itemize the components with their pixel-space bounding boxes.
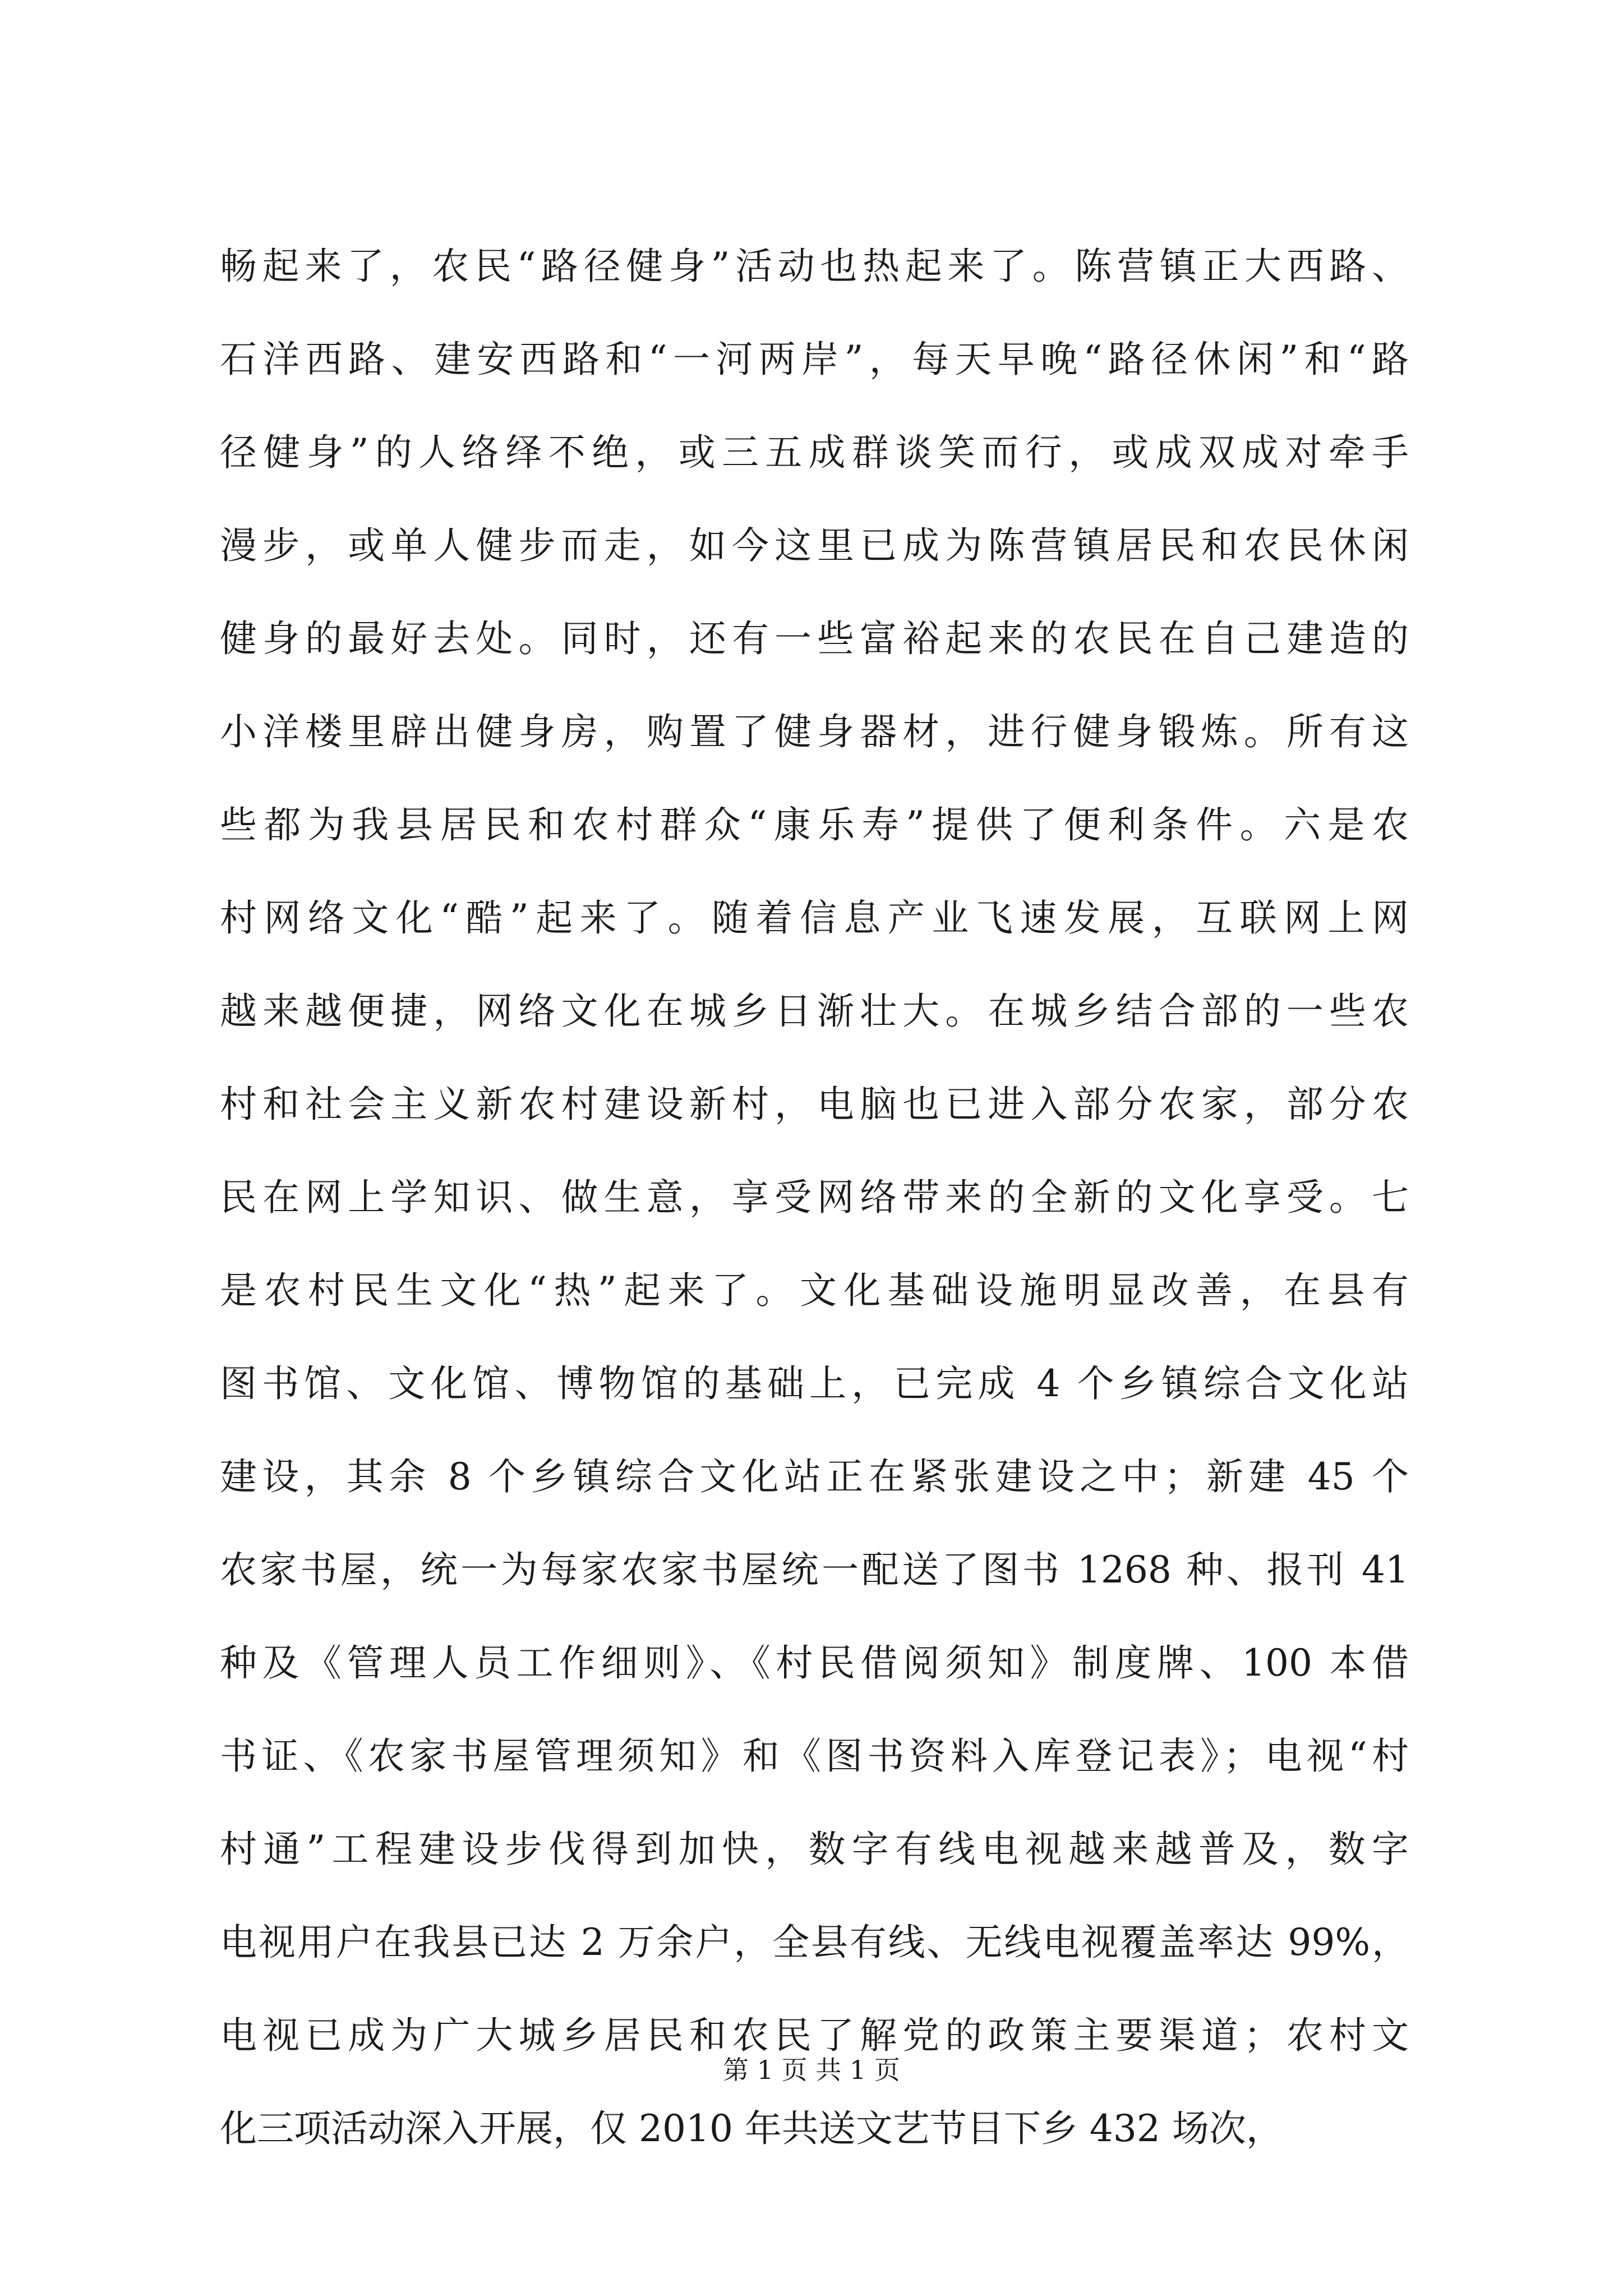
text-line-6: 小洋楼里辟出健身房，购置了健身器材，进行健身锻炼。所有这 [220, 710, 1409, 753]
text-line-4: 漫步，或单人健步而走，如今这里已成为陈营镇居民和农民休闲 [220, 524, 1409, 567]
text-line-21: 化三项活动深入开展，仅 2010 年共送文艺节目下乡 432 场次， [220, 2107, 1283, 2150]
text-line-13: 图书馆、文化馆、博物馆的基础上，已完成 4 个乡镇综合文化站 [220, 1362, 1409, 1405]
text-line-12: 是农村民生文化“热”起来了。文化基础设施明显改善，在县有 [220, 1269, 1409, 1312]
text-line-10: 村和社会主义新农村建设新村，电脑也已进入部分农家，部分农 [220, 1083, 1409, 1126]
text-line-15: 农家书屋，统一为每家农家书屋统一配送了图书 1268 种、报刊 41 [220, 1548, 1409, 1591]
text-line-16: 种及《管理人员工作细则》、《村民借阅须知》制度牌、100 本借 [220, 1641, 1409, 1685]
body-text [220, 220, 1409, 2175]
text-line-7: 些都为我县居民和农村群众“康乐寿”提供了便利条件。六是农 [220, 803, 1409, 846]
text-line-1: 畅起来了，农民“路径健身”活动也热起来了。陈营镇正大西路、 [220, 245, 1409, 288]
text-line-19: 电视用户在我县已达 2 万余户，全县有线、无线电视覆盖率达 99%， [220, 1921, 1409, 1964]
text-line-17: 书证、《农家书屋管理须知》和《图书资料入库登记表》；电视“村 [220, 1734, 1409, 1778]
text-line-3: 径健身”的人络绎不绝，或三五成群谈笑而行，或成双成对牵手 [220, 431, 1409, 474]
page-footer: 第 1 页 共 1 页 [723, 2055, 900, 2085]
text-line-11: 民在网上学知识、做生意，享受网络带来的全新的文化享受。七 [220, 1176, 1409, 1219]
text-line-14: 建设，其余 8 个乡镇综合文化站正在紧张建设之中；新建 45 个 [220, 1455, 1409, 1498]
text-line-2: 石洋西路、建安西路和“一河两岸”，每天早晚“路径休闲”和“路 [220, 338, 1409, 381]
text-line-18: 村通”工程建设步伐得到加快，数字有线电视越来越普及，数字 [220, 1828, 1409, 1871]
text-line-8: 村网络文化“酷”起来了。随着信息产业飞速发展，互联网上网 [220, 896, 1409, 940]
text-line-5: 健身的最好去处。同时，还有一些富裕起来的农民在自己建造的 [220, 617, 1409, 660]
text-line-9: 越来越便捷，网络文化在城乡日渐壮大。在城乡结合部的一些农 [220, 990, 1409, 1033]
text-line-20: 电视已成为广大城乡居民和农民了解党的政策主要渠道；农村文 [220, 2014, 1409, 2057]
